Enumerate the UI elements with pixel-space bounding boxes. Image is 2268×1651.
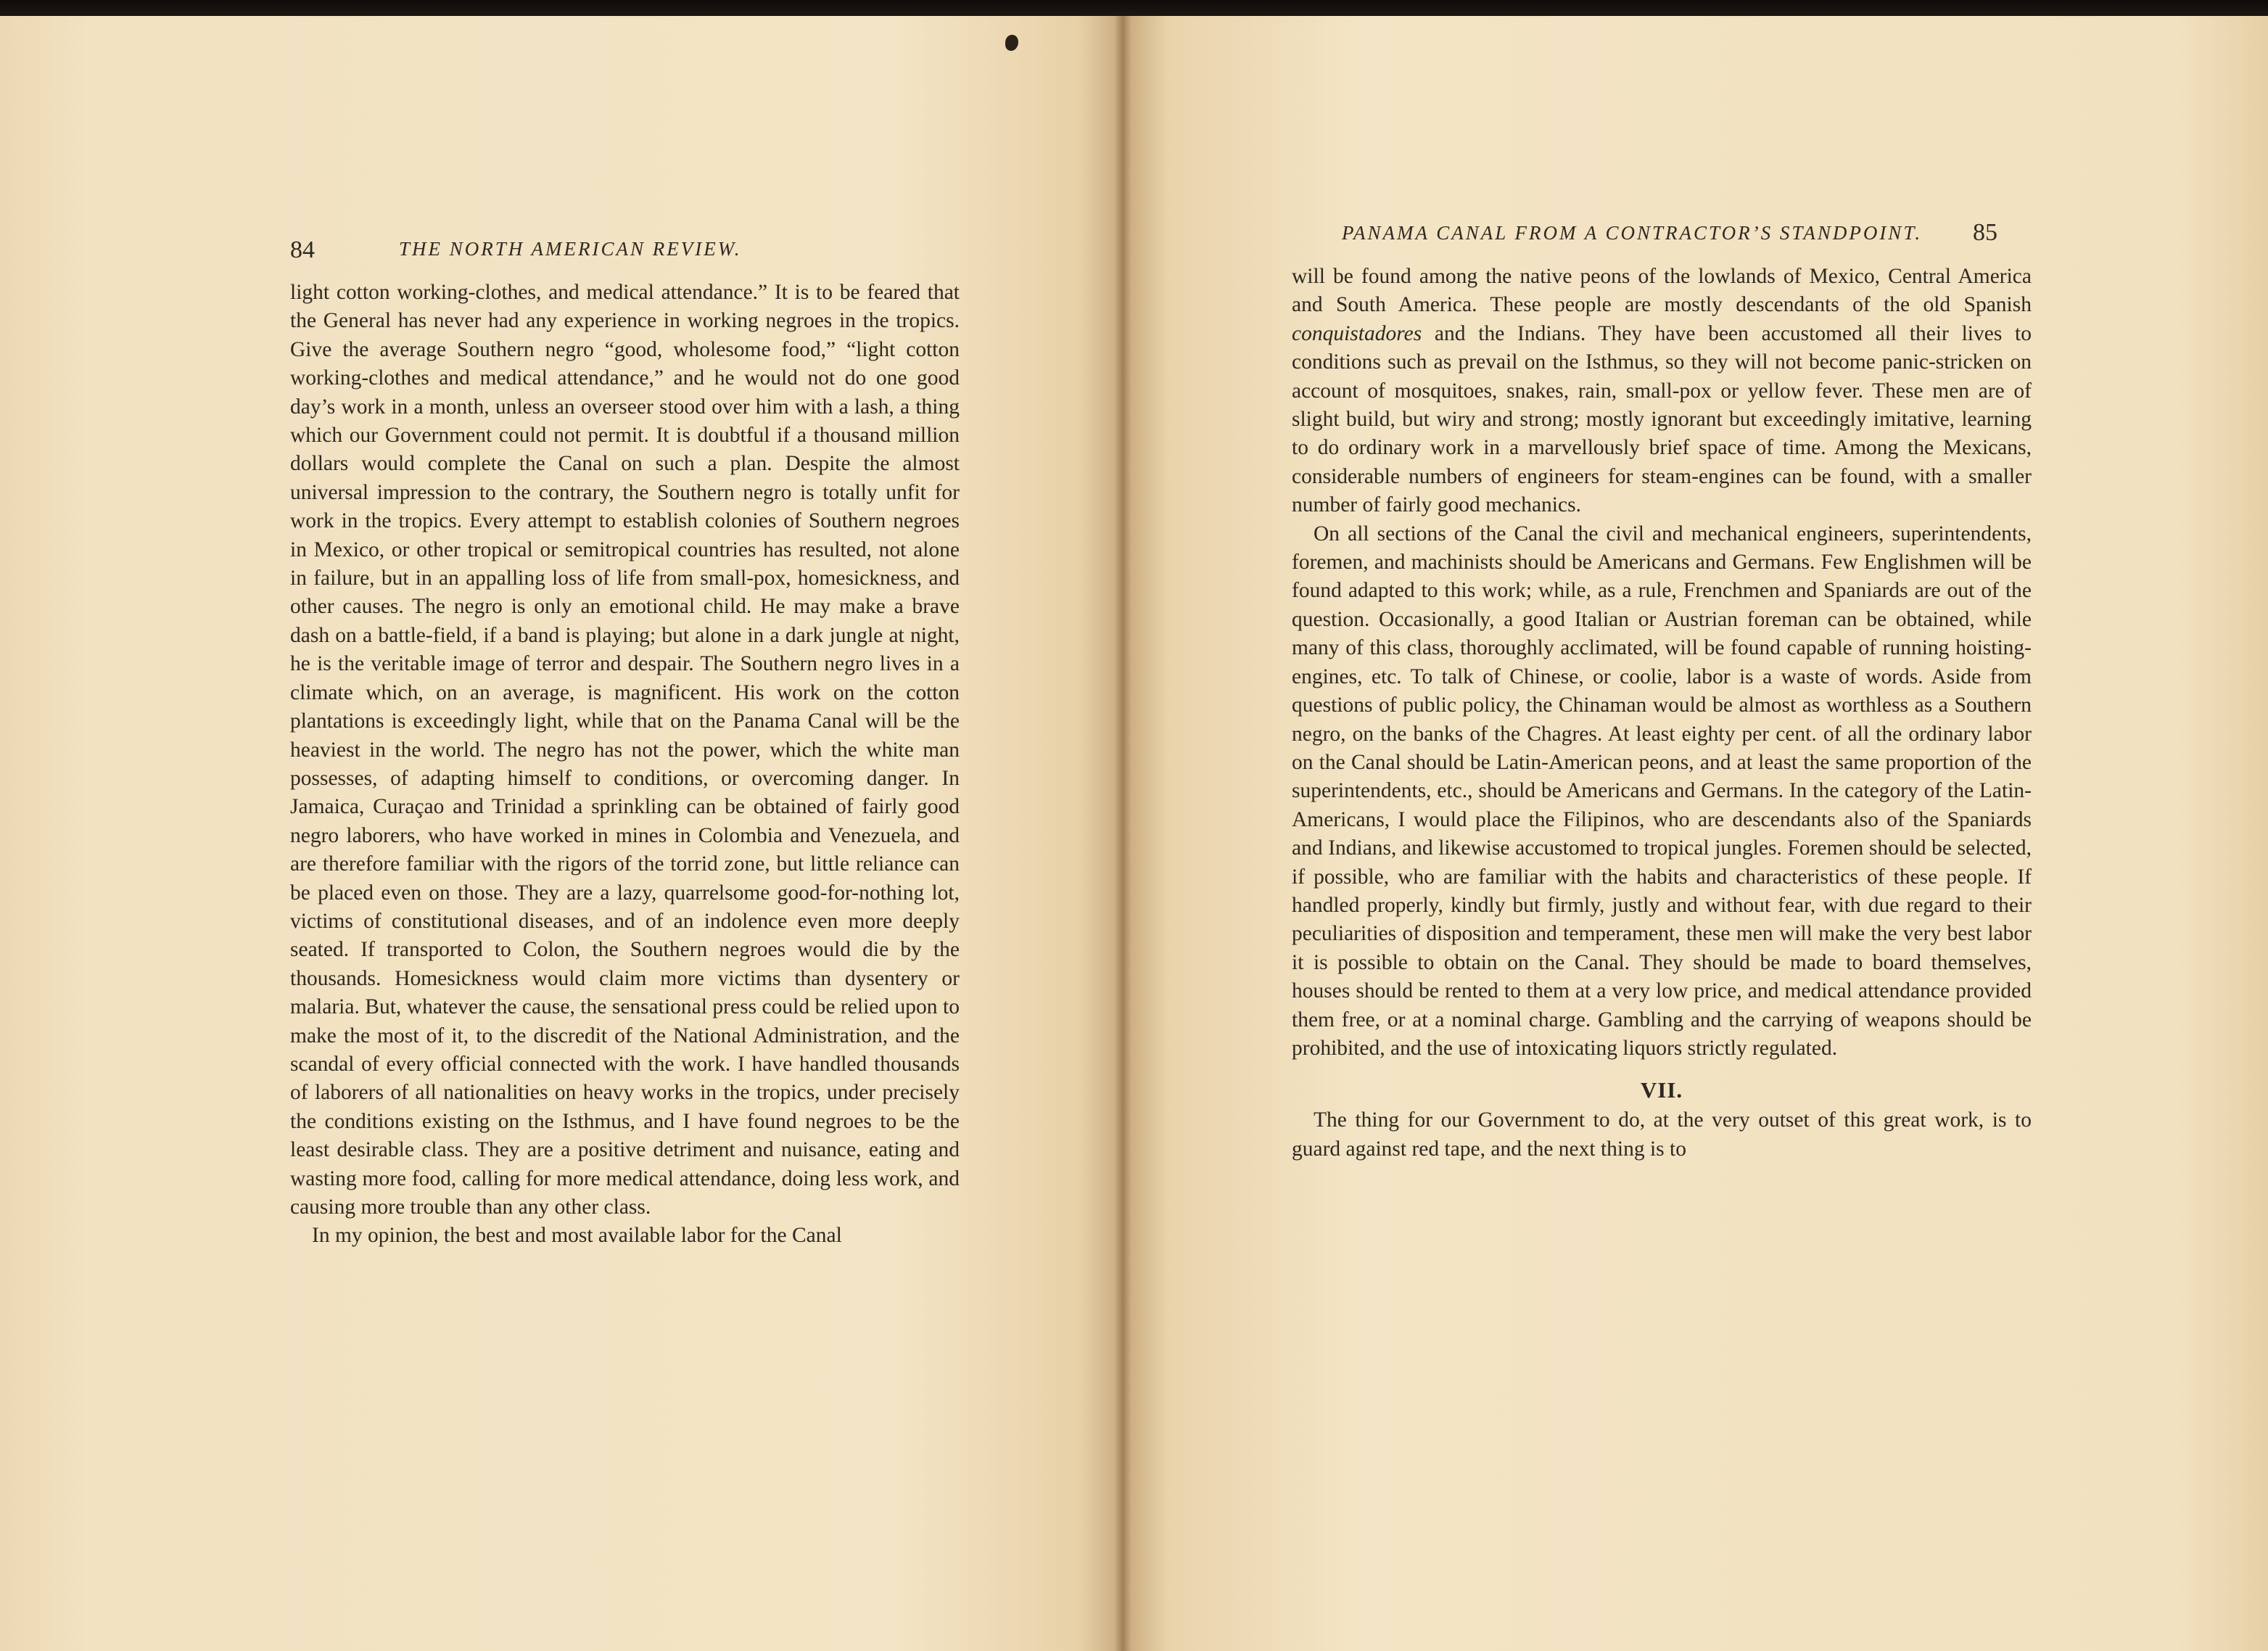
right-page [1123,16,2268,1651]
running-head: THE NORTH AMERICAN REVIEW. [399,238,742,260]
right-page-body [1292,263,2032,1164]
paragraph-text: will be found among the native peons of the lowlands of Mexico, Central America and South America. These people are mostly descendants of the old Spanish [1292,265,2032,317]
page-number: 85 [1973,219,1997,246]
section-heading: VII. [1640,1077,1683,1103]
left-page-body [290,279,960,1251]
paragraph [1292,263,2032,520]
page-number: 84 [290,236,315,263]
paragraph-text: and the Indians. They have been accustomed all their lives to conditions such as prevail on the Isthmus, so they will not become panic-stricken on account of mosquitoes, snakes, rain, small-pox or yellow fever. These men are of slight build, but wiry and strong; mostly ignorant but exceedingly imitative, learning to do ordinary work in a marvellously brief space of time. Among the Mexicans, considerable numbers of engineers for steam-engines can be found, with a smaller number of fairly good mechanics. [1292,321,2032,517]
book-gutter [1114,16,1131,1651]
running-head: PANAMA CANAL FROM A CONTRACTOR’S STANDPOINT. [1342,222,1923,244]
italic-term: conquistadores [1292,321,1422,345]
left-page-header [290,234,965,265]
paragraph: On all sections of the Canal the civil and mechanical engineers, superintendents, foremen, and machinists should be Americans and Germans. Few Englishmen will be found adapted to this work; while, as a rule, Frenchmen and Spaniards are out of the question. Occasionally, a good Italian or Austrian foreman can be obtained, while many of this class, thoroughly acclimated, will be found capable of running hoisting-engines, etc. To talk of Chinese, or coolie, labor is a waste of words. Aside from questions of public policy, the Chinaman would be almost as worthless as a Southern negro, on the banks of the Chagres. At least eighty per cent. of all the ordinary labor on the Canal should be Latin-American peons, and at least the same proportion of the superintendents, etc., should be Americans and Germans. In the category of the Latin-Americans, I would place the Filipinos, who are descendants also of the Spaniards and Indians, and likewise accustomed to tropical jungles. Foremen should be selected, if possible, who are familiar with the habits and characteristics of these people. If handled properly, kindly but firmly, justly and without fear, with due regard to their peculiarities of disposition and temperament, these men will make the very best labor it is possible to obtain on the Canal. They should be made to board themselves, houses should be rented to them at a very low price, and medical attendance provided them free, or at a nominal charge. Gambling and the carrying of weapons should be prohibited, and the use of intoxicating liquors strictly regulated. [1292,522,2032,1060]
paragraph: light cotton working-clothes, and medical attendance.” It is to be feared that the General has never had any experience in working negroes in the tropics. Give the average Southern negro “good, wholesome food,” “light cotton working-clothes and medical attendance,” and he would not do one good day’s work in a month, unless an overseer stood over him with a lash, a thing which our Government could not permit. It is doubtful if a thousand million dollars would complete the Canal on such a plan. Despite the almost universal impression to the contrary, the Southern negro is totally unfit for work in the tropics. Every attempt to establish colonies of Southern negroes in Mexico, or other tropical or semitropical countries has resulted, not alone in failure, but in an appalling loss of life from small-pox, homesickness, and other causes. The negro is only an emotional child. He may make a brave dash on a battle-field, if a band is playing; but alone in a dark jungle at night, he is the veritable image of terror and despair. The Southern negro lives in a climate which, on an average, is magnificent. His work on the cotton plantations is exceedingly light, while that on the Panama Canal will be the heaviest in the world. The negro has not the power, which the white man possesses, of adapting himself to conditions, or overcoming danger. In Jamaica, Curaçao and Trinidad a sprinkling can be obtained of fairly good negro laborers, who have worked in mines in Colombia and Venezuela, and are therefore familiar with the rigors of the torrid zone, but little reliance can be placed even on those. They are a lazy, quarrelsome good-for-nothing lot, victims of constitutional diseases, and of an indolence even more deeply seated. If transported to Colon, the Southern negroes would die by the thousands. Homesickness would claim more victims than dysentery or malaria. But, whatever the cause, the sensational press could be relied upon to make the most of it, to the discredit of the National Administration, and the scandal of every official connected with the work. I have handled thousands of laborers of all nationalities on heavy works in the tropics, under precisely the conditions existing on the Isthmus, and I have found negroes to be the least desirable class. They are a positive detriment and nuisance, eating and wasting more food, calling for more medical attendance, doing less work, and causing more trouble than any other class. [290,281,960,1219]
paragraph: The thing for our Government to do, at the very outset of this great work, is to guard against red tape, and the next thing is to [1292,1108,2032,1161]
right-page-header [1342,218,2038,250]
left-page [0,16,1123,1651]
paragraph: In my opinion, the best and most available labor for the Canal [312,1224,842,1248]
